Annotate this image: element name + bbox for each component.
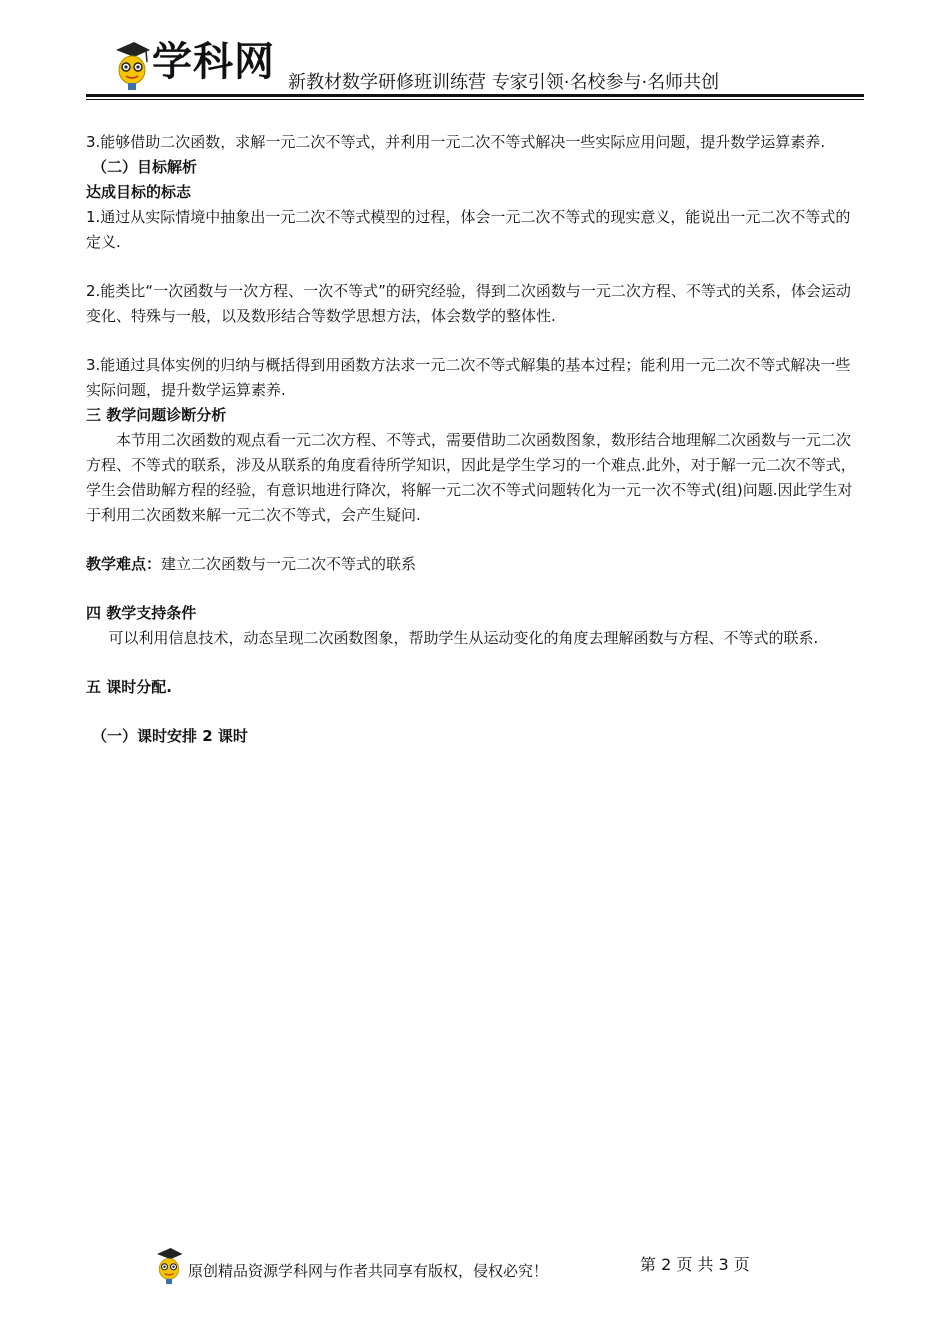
copyright-notice: 原创精品资源学科网与作者共同享有版权，侵权必究！ — [188, 1262, 549, 1280]
sign-1: 1.通过从实际情境中抽象出一元二次不等式模型的过程，体会一元二次不等式的现实意义，能说出一元二次不等式的定义. — [86, 208, 851, 251]
difficulty-label: 教学难点： — [86, 555, 162, 573]
teaching-difficulty — [86, 552, 864, 577]
section-4-heading: 四 教学支持条件 — [86, 604, 197, 622]
section-3-heading: 三 教学问题诊断分析 — [86, 406, 227, 424]
sign-3: 3.能通过具体实例的归纳与概括得到用函数方法求一元二次不等式解集的基本过程；能利用一元二次不等式解决一些实际问题，提升数学运算素养. — [86, 356, 851, 399]
page-number: 第 2 页 共 3 页 — [640, 1255, 750, 1274]
achievement-signs-heading: 达成目标的标志 — [86, 183, 192, 201]
page-header — [86, 36, 864, 100]
header-divider-thin — [86, 99, 864, 100]
diagnosis-paragraph: 本节用二次函数的观点看一元二次方程、不等式，需要借助二次函数图象，数形结合地理解二次函数与一元二次方程、不等式的联系，涉及从联系的角度看待所学知识，因此是学生学习的一个难点.此外，对于解一元二次不等式，学生会借助解方程的经验，有意识地进行降次，将解一元二次不等式问题转化为一元一次不等式(组)问题.因此学生对于利用二次函数来解一元二次不等式，会产生疑问. — [86, 431, 856, 524]
difficulty-text: 建立二次函数与一元二次不等式的联系 — [161, 555, 417, 573]
page-footer — [154, 1246, 794, 1286]
support-paragraph: 可以利用信息技术，动态呈现二次函数图象，帮助学生从运动变化的角度去理解函数与方程、不等式的联系. — [108, 629, 819, 647]
header-slogan: 新教材数学研修班训练营 专家引领·名校参与·名师共创 — [288, 72, 720, 93]
header-divider — [86, 94, 864, 97]
section-5-heading: 五 课时分配. — [86, 678, 172, 696]
logo-text: 学科网 — [152, 39, 275, 85]
mascot-footer-icon — [154, 1246, 184, 1286]
schedule-heading: （一）课时安排 2 课时 — [92, 727, 248, 745]
document-body — [86, 130, 864, 749]
mascot-logo-icon — [112, 40, 152, 92]
target-analysis-heading: （二）目标解析 — [92, 158, 198, 176]
goal-3: 3.能够借助二次函数，求解一元二次不等式，并利用一元二次不等式解决一些实际应用问题，提升数学运算素养. — [86, 133, 826, 151]
sign-2: 2.能类比“一次函数与一次方程、一次不等式”的研究经验，得到二次函数与一元二次方程、不等式的关系，体会运动变化、特殊与一般，以及数形结合等数学思想方法，体会数学的整体性. — [86, 282, 851, 325]
